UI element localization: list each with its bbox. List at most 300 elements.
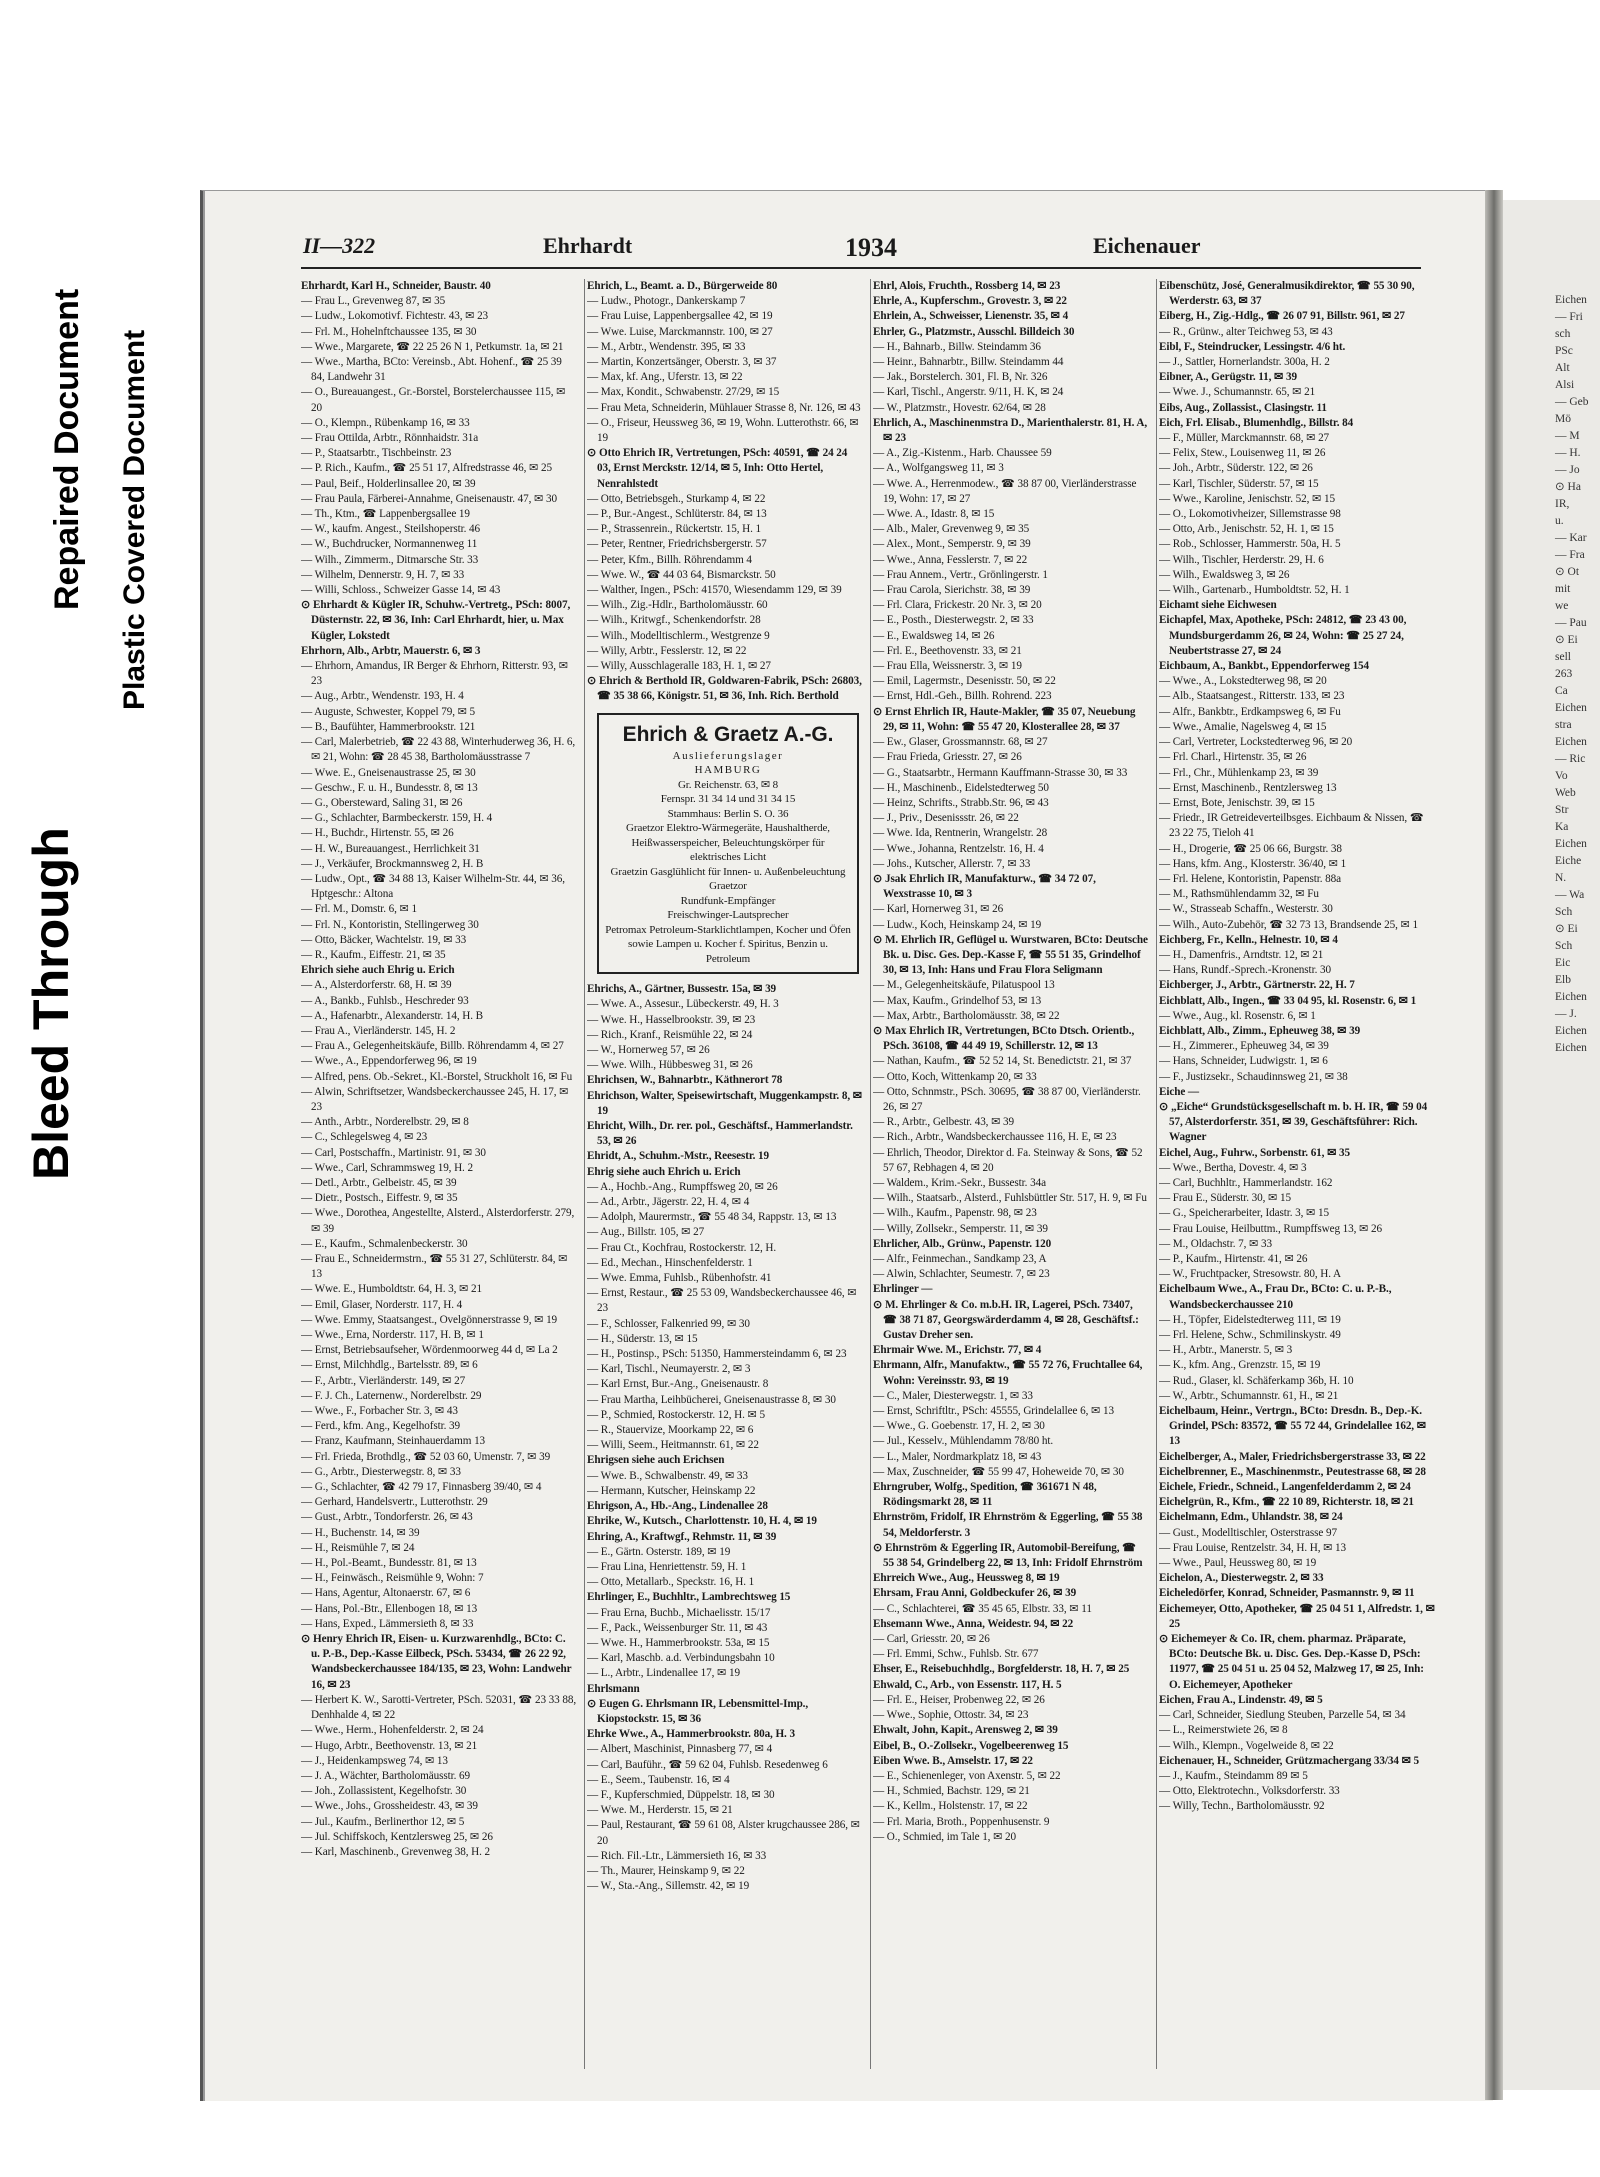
directory-entry: — Ludw., Opt., ☎ 34 88 13, Kaiser Wilhelm-Str. 44, ✉ 36, Hptgeschr.: Altona — [301, 872, 565, 901]
directory-entry: — Wwe. A., Herrenmodew., ☎ 38 87 00, Vierländerstrasse 19, Wohn: 17, ✉ 27 — [873, 477, 1137, 505]
directory-entry: — Ehrhorn, Amandus, IR Berger & Ehrhorn, Ritterstr. 93, ✉ 23 — [301, 660, 568, 688]
directory-entry: — H., Arbtr., Manerstr. 5, ✉ 3 — [1159, 1344, 1293, 1357]
directory-entry: — Rud., Glaser, kl. Schäferkamp 36b, H. 10 — [1159, 1374, 1354, 1387]
directory-entry: Eiben Wwe. B., Amselstr. 17, ✉ 22 — [873, 1754, 1033, 1767]
directory-entry: — H., Buchenstr. 14, ✉ 39 — [301, 1526, 420, 1539]
directory-entry: Ehrl, Alois, Fruchth., Rossberg 14, ✉ 23 — [873, 280, 1061, 292]
directory-entry: Ehwalt, John, Kapit., Arensweg 2, ✉ 39 — [873, 1724, 1058, 1737]
adjacent-fragment: — Fri — [1555, 311, 1583, 323]
directory-entry: — Alfr., Bankbtr., Erdkampsweg 6, ✉ Fu — [1159, 705, 1341, 718]
directory-entry: — Wilhelm, Dennerstr. 9, H. 7, ✉ 33 — [301, 568, 465, 581]
directory-entry: — M., Arbtr., Wendenstr. 395, ✉ 33 — [587, 340, 746, 353]
directory-entry: — Paul, Beif., Holderlinsallee 20, ✉ 39 — [301, 477, 476, 490]
directory-entry: — W., kaufm. Angest., Steilshoperstr. 46 — [301, 523, 481, 536]
directory-entry: — L., Maler, Nordmarkplatz 18, ✉ 43 — [873, 1450, 1042, 1463]
directory-entry: Eibenschütz, José, Generalmusikdirektor, ☎ 55 30 90, Werderstr. 63, ✉ 37 — [1159, 280, 1415, 308]
directory-entry: — Willy, Techn., Bartholomäusstr. 92 — [1159, 1800, 1325, 1813]
directory-entry: — Alwin, Schlachter, Seumestr. 7, ✉ 23 — [873, 1268, 1050, 1281]
directory-entry: Ehrlsmann — [587, 1682, 640, 1695]
directory-entry: — Frau Lina, Henriettenstr. 59, H. 1 — [587, 1560, 747, 1573]
directory-entry: — H., Schmied, Bachstr. 129, ✉ 21 — [873, 1785, 1030, 1798]
directory-entry: — J., Kaufm., Steindamm 89 ✉ 5 — [1159, 1769, 1308, 1782]
directory-entry: — Karl, Tischl., Neumayerstr. 2, ✉ 3 — [587, 1363, 751, 1376]
directory-entry: — Frau E., Süderstr. 30, ✉ 15 — [1159, 1192, 1292, 1205]
directory-entry: Ehrigsen siehe auch Erichsen — [587, 1454, 725, 1467]
directory-entry: — Frau Erna, Buchb., Michaelisstr. 15/17 — [587, 1606, 771, 1619]
directory-entry: Ehwald, C., Arb., von Essenstr. 117, H. 5 — [873, 1678, 1062, 1691]
header-first-entry: Ehrhardt — [543, 233, 633, 258]
directory-entry: — Wwe., Paul, Heussweg 80, ✉ 19 — [1159, 1557, 1317, 1570]
directory-entry: — Frau Ottilda, Arbtr., Rönnhaidstr. 31a — [301, 432, 479, 445]
directory-entry: ⊙ „Eiche“ Grundstücksgesellschaft m. b. H. IR, ☎ 59 04 57, Alsterdorferstr. 351, ✉ 39, Geschäftsführer: Rich. Wagner — [1159, 1100, 1428, 1144]
directory-entry: Ehrhardt, Karl H., Schneider, Baustr. 40 — [301, 280, 491, 292]
directory-entry: — Frau L., Grevenweg 87, ✉ 35 — [301, 295, 446, 308]
directory-entry: — Rich., Arbtr., Wandsbeckerchaussee 116, H. E, ✉ 23 — [873, 1131, 1117, 1144]
adjacent-fragment: Ka — [1555, 821, 1569, 833]
directory-entry: — Frau Meta, Schneiderin, Mühlauer Strasse 8, Nr. 126, ✉ 43 — [587, 401, 861, 414]
directory-entry: — A., Zig.-Kistenm., Harb. Chaussee 59 — [873, 447, 1052, 460]
directory-entry: — G., Obersteward, Saling 31, ✉ 26 — [301, 796, 463, 809]
directory-entry: — Wwe. B., Schwalbenstr. 49, ✉ 33 — [587, 1469, 748, 1482]
directory-entry: ⊙ Eichemeyer & Co. IR, chem. pharmaz. Präparate, BCto: Deutsche Bk. u. Disc. Ges. Dep.-Kasse D, PSch: 11977, ☎ 25 04 51 u. 25 04 52, Malzweg 17, ✉ 25, Inh: O. Eichemeyer, Apotheker — [1159, 1633, 1424, 1691]
directory-entry: Ehrhorn, Alb., Arbtr, Mauerstr. 6, ✉ 3 — [301, 644, 481, 657]
directory-entry: — Carl, Schneider, Siedlung Steuben, Parzelle 54, ✉ 34 — [1159, 1709, 1406, 1722]
directory-entry: — Karl, Maschb. a.d. Verbindungsbahn 10 — [587, 1652, 775, 1665]
directory-entry: Ehrlinger, E., Buchhltr., Lambrechtsweg 15 — [587, 1591, 791, 1604]
directory-entry: — Joh., Zollassistent, Kegelhofstr. 30 — [301, 1785, 467, 1798]
directory-entry: — Rob., Schlosser, Hammerstr. 50a, H. 5 — [1159, 538, 1341, 551]
directory-entry: — Peter, Rentner, Friedrichsbergerstr. 57 — [587, 538, 767, 551]
directory-entry: — L., Reimerstwiete 26, ✉ 8 — [1159, 1724, 1288, 1737]
directory-entry: Eichamt siehe Eichwesen — [1159, 599, 1277, 612]
directory-entry: — A., Hochb.-Ang., Rumpffsweg 20, ✉ 26 — [587, 1180, 778, 1193]
directory-entry: — Wwe., Carl, Schrammsweg 19, H. 2 — [301, 1161, 473, 1174]
directory-entry: — J. A., Wächter, Bartholomäusstr. 69 — [301, 1769, 471, 1782]
advertisement-line: Graetzor Elektro-Wärmegeräte, Haushaltherde, Heißwasserspeicher, Beleuchtungskörper für elektrisches Licht — [626, 822, 830, 864]
adjacent-fragment: ⊙ Ot — [1555, 566, 1580, 578]
directory-entry: — R., Grünw., alter Teichweg 53, ✉ 43 — [1159, 325, 1333, 338]
directory-entry: — G., Staatsarbtr., Hermann Kauffmann-Strasse 30, ✉ 33 — [873, 766, 1128, 779]
directory-entry: — Hermann, Kutscher, Heinskamp 22 — [587, 1484, 756, 1497]
directory-entry: — Ernst, Bote, Jenischstr. 39, ✉ 15 — [1159, 796, 1315, 809]
directory-entry: — Wwe. E., Humboldtstr. 64, H. 3, ✉ 21 — [301, 1283, 482, 1296]
directory-entry: — K., Kellm., Holstenstr. 17, ✉ 22 — [873, 1800, 1028, 1813]
directory-entry: Eichblatt, Alb., Zimm., Epheuweg 38, ✉ 39 — [1159, 1024, 1361, 1037]
directory-entry: — A., Wolfgangsweg 11, ✉ 3 — [873, 462, 1004, 475]
column-3 — [873, 279, 1149, 2069]
directory-entry: Eichemeyer, Otto, Apotheker, ☎ 25 04 51 1, Alfredstr. 1, ✉ 25 — [1159, 1602, 1435, 1630]
advertisement-line: Stammhaus: Berlin S. O. 36 — [667, 807, 789, 820]
directory-entry: — G., Schlachter, Barmbeckerstr. 159, H. 4 — [301, 812, 493, 825]
directory-entry: — Carl, Griesstr. 20, ✉ 26 — [873, 1633, 990, 1646]
directory-entry: — W., Hornerweg 57, ✉ 26 — [587, 1044, 710, 1056]
directory-entry: — Wwe. H., Hasselbrookstr. 39, ✉ 23 — [587, 1013, 756, 1026]
directory-entry: Ehrichsen, W., Bahnarbtr., Käthnerort 78 — [587, 1074, 783, 1087]
directory-entry: — Carl, Vertreter, Lockstedterweg 96, ✉ 20 — [1159, 736, 1353, 749]
directory-entry: — H., Drogerie, ☎ 25 06 66, Burgstr. 38 — [1159, 842, 1342, 855]
directory-entry: — C., Schlachterei, ☎ 35 45 65, Elbstr. 33, ✉ 11 — [873, 1602, 1092, 1615]
directory-entry: — Alwin, Schriftsetzer, Wandsbeckerchaussee 245, H. 17, ✉ 23 — [301, 1085, 569, 1113]
directory-entry: Ehrike, W., Kutsch., Charlottenstr. 10, H. 4, ✉ 19 — [587, 1515, 817, 1528]
page-number: II—322 — [303, 233, 376, 258]
adjacent-fragment: sell — [1555, 651, 1571, 663]
directory-entry: — F., Kupferschmied, Düppelstr. 18, ✉ 30 — [587, 1788, 775, 1801]
directory-entry: — F., Pack., Weissenburger Str. 11, ✉ 43 — [587, 1621, 768, 1634]
adjacent-fragment: 263 — [1555, 668, 1573, 680]
directory-entry: — Franz, Kaufmann, Steinhauerdamm 13 — [301, 1435, 486, 1448]
directory-entry: — F., Schlosser, Falkenried 99, ✉ 30 — [587, 1317, 750, 1330]
advertisement-line: Freischwinger-Lautsprecher — [667, 909, 789, 922]
directory-entry: — E., Schienenleger, von Axenstr. 5, ✉ 22 — [873, 1769, 1061, 1782]
adjacent-fragment: Alt — [1555, 362, 1570, 374]
directory-entry: — Wwe., Dorothea, Angestellte, Alsterd., Alsterdorferstr. 279, ✉ 39 — [301, 1207, 575, 1235]
directory-entry: Eich, Frl. Elisab., Blumenhdlg., Billstr. 84 — [1159, 416, 1354, 429]
directory-entry: — E., Kaufm., Schmalenbeckerstr. 30 — [301, 1237, 468, 1250]
directory-entry: — O., Friseur, Heussweg 36, ✉ 19, Wohn. Lutterothstr. 66, ✉ 19 — [587, 416, 859, 445]
directory-entry: Eichele, Friedr., Schneid., Langenfelderdamm 2, ✉ 24 — [1159, 1481, 1411, 1494]
directory-entry: ⊙ Henry Ehrich IR, Eisen- u. Kurzwarenhdlg., BCto: C. u. P.-B., Dep.-Kasse Eilbeck, PSch. 53434, ☎ 26 22 92, Wandsbeckerchaussee 184/135, ✉ 23, Wohn: Landwehr 16, ✉ 23 — [301, 1633, 572, 1691]
directory-entry: — Wwe., Johanna, Rentzelstr. 16, H. 4 — [873, 842, 1044, 855]
adjacent-fragment: Mö — [1555, 413, 1571, 425]
directory-entry: — Emil, Lagermstr., Desenisstr. 50, ✉ 22 — [873, 675, 1056, 688]
directory-entry: — Frau A., Gelegenheitskäufe, Billb. Röhrendamm 4, ✉ 27 — [301, 1040, 564, 1053]
directory-entry: — F., Justizsekr., Schaudinnsweg 21, ✉ 38 — [1159, 1070, 1348, 1083]
directory-entry: — Wwe., F., Forbacher Str. 3, ✉ 43 — [301, 1405, 458, 1418]
directory-entry: — Wwe. M., Herderstr. 15, ✉ 21 — [587, 1804, 733, 1817]
directory-entry: — Wwe. W., ☎ 44 03 64, Bismarckstr. 50 — [587, 568, 776, 581]
directory-entry: — W., Buchdrucker, Normannenweg 11 — [301, 538, 478, 551]
directory-entry: — Wwe., Herm., Hohenfelderstr. 2, ✉ 24 — [301, 1724, 484, 1737]
directory-entry: — Max, Zuschneider, ☎ 55 99 47, Hoheweide 70, ✉ 30 — [873, 1465, 1124, 1478]
directory-entry: — Wwe., Johs., Grossheidestr. 43, ✉ 39 — [301, 1800, 478, 1813]
directory-entry: — Jul., Kaufm., Berlinerthor 12, ✉ 5 — [301, 1815, 465, 1828]
plastic-covered-label: Plastic Covered Document — [118, 329, 151, 710]
directory-entry: — Frau Ct., Kochfrau, Rostockerstr. 12, H. — [587, 1241, 777, 1254]
directory-entry: Ehrlich, A., Maschinenmstra D., Marienthalerstr. 81, H. A, ✉ 23 — [873, 416, 1148, 445]
directory-entry: — Ernst, Schriftltr., PSch: 45555, Grindelallee 6, ✉ 13 — [873, 1405, 1114, 1418]
directory-entry: — Wilh., Modelltischlerm., Westgrenze 9 — [587, 629, 770, 642]
advertisement-subtitle: Auslieferungslager — [672, 749, 784, 762]
directory-entry: — Detl., Arbtr., Gelbeistr. 45, ✉ 39 — [301, 1176, 457, 1189]
directory-entry: — Ludw., Koch, Heinskamp 24, ✉ 19 — [873, 918, 1042, 931]
directory-entry: — Wwe. E., Gneisenaustrasse 25, ✉ 30 — [301, 766, 476, 779]
directory-entry: — Otto, Elektrotechn., Volksdorferstr. 33 — [1159, 1785, 1340, 1798]
header-rule — [301, 267, 1421, 269]
adjacent-fragment: mit — [1555, 583, 1571, 595]
directory-entry: — A., Bankb., Fuhlsb., Heschreder 93 — [301, 994, 469, 1007]
directory-entry: — Ernst, Restaur., ☎ 25 53 09, Wandsbeckerchaussee 46, ✉ 23 — [587, 1287, 857, 1315]
directory-entry: — H., Bahnarb., Billw. Steindamm 36 — [873, 340, 1041, 353]
directory-entry: — J., Verkäufer, Brockmannsweg 2, H. B — [301, 857, 484, 870]
directory-entry: — Aug., Arbtr., Wendenstr. 193, H. 4 — [301, 690, 464, 703]
adjacent-fragment: Vo — [1555, 770, 1568, 782]
directory-entry: — Emil, Glaser, Norderstr. 117, H. 4 — [301, 1298, 463, 1311]
adjacent-fragment: — J. — [1555, 1008, 1577, 1020]
directory-entry: — Willy, Arbtr., Fesslerstr. 12, ✉ 22 — [587, 644, 747, 657]
advertisement-title: Ehrich & Graetz A.-G. — [622, 722, 834, 746]
header-last-entry: Eichenauer — [1093, 233, 1201, 258]
adjacent-page-edge — [1503, 200, 1600, 2090]
directory-entry: — Willi, Seem., Heitmannstr. 61, ✉ 22 — [587, 1439, 759, 1452]
adjacent-fragment: N. — [1555, 872, 1567, 884]
adjacent-fragment: — M — [1555, 430, 1580, 442]
adjacent-fragment: — Pau — [1555, 617, 1587, 629]
adjacent-fragment: — Jo — [1555, 464, 1580, 476]
directory-entry: Eichel, Aug., Fuhrw., Sorbenstr. 61, ✉ 35 — [1159, 1146, 1351, 1159]
directory-entry: — M., Gelegenheitskäufe, Pilatuspool 13 — [873, 979, 1055, 992]
directory-entry: — Wwe., A., Lokstedterweg 98, ✉ 20 — [1159, 675, 1327, 688]
directory-entry: Ehrngruber, Wolfg., Spedition, ☎ 361671 N 48, Rödingsmarkt 28, ✉ 11 — [873, 1481, 1097, 1509]
directory-entry: — Nathan, Kaufm., ☎ 52 52 14, St. Benedictstr. 21, ✉ 37 — [873, 1055, 1132, 1068]
directory-entry: — Otto, Bäcker, Wachtelstr. 19, ✉ 33 — [301, 933, 467, 946]
adjacent-fragment: ⊙ Ei — [1555, 634, 1578, 646]
directory-entry: — Wwe. H., Hammerbrookstr. 53a, ✉ 15 — [587, 1636, 770, 1649]
directory-entry: Eichelbaum, Heinr., Vertrgn., BCto: Dresdn. B., Dep.-K. Grindel, PSch: 83572, ☎ 55 72 44, Grindelallee 162, ✉ 13 — [1159, 1405, 1426, 1448]
directory-entry: — Wwe. Wilh., Hübbesweg 31, ✉ 26 — [587, 1059, 753, 1072]
directory-entry: — R., Stauervize, Moorkamp 22, ✉ 6 — [587, 1424, 754, 1437]
directory-entry: Eichelbaum Wwe., A., Frau Dr., BCto: C. u. P.-B., Wandsbeckerchaussee 210 — [1159, 1283, 1392, 1311]
directory-entry: — Th., Maurer, Heinskamp 9, ✉ 22 — [587, 1864, 745, 1877]
directory-entry: — H. W., Bureauangest., Herrlichkeit 31 — [301, 842, 480, 855]
directory-entry: — Wwe. A., Idastr. 8, ✉ 15 — [873, 508, 995, 521]
directory-entry: Eichen, Frau A., Lindenstr. 49, ✉ 5 — [1159, 1693, 1323, 1706]
directory-entry: Eicheledörfer, Konrad, Schneider, Pasmannstr. 9, ✉ 11 — [1159, 1587, 1415, 1600]
directory-entry: Eichelberger, A., Maler, Friedrichsbergerstrasse 33, ✉ 22 — [1159, 1450, 1426, 1463]
directory-entry: — Ed., Mechan., Hinschenfelderstr. 1 — [587, 1256, 753, 1269]
directory-entry: — Wilh., Auto-Zubehör, ☎ 32 73 13, Brandsende 25, ✉ 1 — [1159, 918, 1418, 931]
directory-entry: — Rich., Kranf., Reismühle 22, ✉ 24 — [587, 1028, 753, 1041]
directory-entry: — Hugo, Arbtr., Beethovenstr. 13, ✉ 21 — [301, 1739, 478, 1752]
directory-entry: — W., Sta.-Ang., Sillemstr. 42, ✉ 19 — [587, 1880, 750, 1893]
directory-entry: — A., Hafenarbtr., Alexanderstr. 14, H. B — [301, 1009, 484, 1022]
directory-entry: — Jak., Borstelerch. 301, Fl. B, Nr. 326 — [873, 371, 1048, 384]
directory-entry: — K., kfm. Ang., Grenzstr. 15, ✉ 19 — [1159, 1359, 1321, 1372]
directory-entry: — Wwe., Margarete, ☎ 22 25 26 N 1, Petkumstr. 1a, ✉ 21 — [301, 340, 564, 353]
directory-entry: — Wwe. Ida, Rentnerin, Wrangelstr. 28 — [873, 827, 1048, 840]
directory-entry: — Wilh., Zig.-Hdlr., Bartholomäusstr. 60 — [587, 599, 768, 612]
directory-entry: — F., Arbtr., Vierländerstr. 149, ✉ 27 — [301, 1374, 466, 1387]
directory-entry: — Auguste, Schwester, Koppel 79, ✉ 5 — [301, 705, 476, 718]
directory-entry: — Wilh., Klempn., Vogelweide 8, ✉ 22 — [1159, 1739, 1334, 1752]
adjacent-fragment: ⊙ Ha — [1555, 481, 1581, 493]
directory-entry: — Wwe., Anna, Fesslerstr. 7, ✉ 22 — [873, 553, 1028, 566]
directory-entry: Eibl, F., Steindrucker, Lessingstr. 4/6 ht. — [1159, 340, 1346, 353]
directory-entry: — Wwe., Karoline, Jenischstr. 52, ✉ 15 — [1159, 492, 1335, 505]
advertisement-box — [597, 713, 859, 975]
adjacent-fragment: Alsi — [1555, 379, 1575, 391]
adjacent-fragment: Eichen — [1555, 991, 1587, 1003]
directory-entry: — P., Schmied, Rostockerstr. 12, H. ✉ 5 — [587, 1408, 765, 1421]
directory-entry: — H., Buchdr., Hirtenstr. 55, ✉ 26 — [301, 827, 454, 840]
directory-entry: — R., Arbtr., Gelbestr. 43, ✉ 39 — [873, 1116, 1015, 1129]
directory-entry: — Karl, Tischl., Angerstr. 9/11, H. K, ✉ 24 — [873, 386, 1064, 399]
directory-entry: — Frau Ella, Weissnerstr. 3, ✉ 19 — [873, 660, 1022, 673]
advertisement-line: Petromax Petroleum-Starklichtlampen, Kocher und Öfen sowie Lampen u. Kocher f. Spiritus, Benzin u. Petroleum — [605, 923, 851, 965]
directory-entry: Eibel, B., O.-Zollsekr., Vogelbeerenweg 15 — [873, 1739, 1069, 1752]
adjacent-fragment: stra — [1555, 719, 1572, 731]
directory-entry: Ehricht, Wilh., Dr. rer. pol., Geschäftsf., Hammerlandstr. 53, ✉ 26 — [587, 1120, 853, 1148]
directory-entry: — Frl. Helene, Kontoristin, Papenstr. 88a — [1159, 872, 1342, 885]
directory-entry: — Otto, Arb., Jenischstr. 52, H. 1, ✉ 15 — [1159, 523, 1334, 536]
directory-entry: — Joh., Arbtr., Süderstr. 122, ✉ 26 — [1159, 462, 1313, 475]
directory-entry: — Frau Frieda, Griesstr. 27, ✉ 26 — [873, 751, 1022, 764]
directory-entry: — Carl, Bauführ., ☎ 59 62 04, Fuhlsb. Resedenweg 6 — [587, 1758, 828, 1771]
directory-entry: — A., Alsterdorferstr. 68, H. ✉ 39 — [301, 979, 452, 992]
directory-entry: — Geschw., F. u. H., Bundesstr. 8, ✉ 13 — [301, 781, 478, 794]
directory-entry: — Gerhard, Handelsvertr., Lutterothstr. 29 — [301, 1496, 488, 1509]
column-4 — [1159, 279, 1435, 2069]
directory-entry: — Carl, Buchhltr., Hammerlandstr. 162 — [1159, 1176, 1333, 1189]
directory-entry: Ehrmann, Alfr., Manufaktw., ☎ 55 72 76, Fruchtallee 64, Wohn: Vereinsstr. 93, ✉ 19 — [873, 1359, 1143, 1387]
advertisement-city: HAMBURG — [694, 764, 762, 777]
adjacent-fragment: — H. — [1555, 447, 1581, 459]
directory-entry: — Wilh., Gartenarb., Humboldtstr. 52, H. 1 — [1159, 584, 1350, 597]
adjacent-fragment: — Kar — [1555, 532, 1587, 544]
directory-entry: — P., Strassenrein., Rückertstr. 15, H. 1 — [587, 523, 761, 536]
directory-entry: — F. J. Ch., Laternenw., Norderelbstr. 29 — [301, 1389, 482, 1402]
directory-entry: Eibner, A., Gerügstr. 11, ✉ 39 — [1159, 371, 1297, 384]
directory-entry: — Hans, Exped., Lämmersieth 8, ✉ 33 — [301, 1617, 474, 1630]
column-2 — [587, 279, 863, 2069]
directory-entry: — P., Kaufm., Hirtenstr. 41, ✉ 26 — [1159, 1253, 1308, 1265]
directory-entry: ⊙ Ehrich & Berthold IR, Goldwaren-Fabrik, PSch: 26803, ☎ 35 38 66, Königstr. 51, ✉ 36, Inh. Rich. Berthold — [587, 675, 862, 703]
directory-entry: — Anth., Arbtr., Norderelbstr. 29, ✉ 8 — [301, 1116, 469, 1129]
directory-entry: — L., Arbtr., Lindenallee 17, ✉ 19 — [587, 1667, 740, 1680]
directory-entry: — Wwe., G. Goebenstr. 17, H. 2, ✉ 30 — [873, 1420, 1045, 1433]
directory-entry: — Frl. N., Kontoristin, Stellingerweg 30 — [301, 918, 479, 931]
directory-entry: — Ludw., Photogr., Dankerskamp 7 — [587, 295, 746, 308]
directory-entry: Ehsemann Wwe., Anna, Weidestr. 94, ✉ 22 — [873, 1617, 1074, 1630]
directory-entry: ⊙ Ehrhardt & Kügler IR, Schuhw.-Vertretg., PSch: 8007, Düsternstr. 22, ✉ 36, Inh: Carl Ehrhardt, hier, u. Max Kügler, Lokstedt — [301, 599, 571, 642]
directory-entry: ⊙ Jsak Ehrlich IR, Manufakturw., ☎ 34 72 07, Wexstrasse 10, ✉ 3 — [873, 872, 1096, 901]
directory-entry: — Waldem., Krim.-Sekr., Bussestr. 34a — [873, 1176, 1046, 1189]
adjacent-fragment: IR, — [1555, 498, 1570, 510]
directory-entry: — H., Reismühle 7, ✉ 24 — [301, 1541, 415, 1554]
directory-entry: — M., Oldachstr. 7, ✉ 33 — [1159, 1237, 1272, 1250]
directory-entry: Ehrichson, Walter, Speisewirtschaft, Muggenkampstr. 8, ✉ 19 — [587, 1089, 862, 1117]
directory-entry: — Carl, Postschaffn., Martinistr. 91, ✉ 30 — [301, 1146, 486, 1159]
directory-entry: — Wwe., Erna, Norderstr. 117, H. B, ✉ 1 — [301, 1329, 484, 1342]
adjacent-fragment: Eichen — [1555, 702, 1587, 714]
directory-entry: — Gust., Modelltischler, Osterstrasse 97 — [1159, 1526, 1337, 1539]
directory-entry: — Martin, Konzertsänger, Oberstr. 3, ✉ 37 — [587, 356, 777, 369]
directory-entry: ⊙ Max Ehrlich IR, Vertretungen, BCto Dtsch. Orientb., PSch. 36108, ☎ 44 49 19, Schillerstr. 12, ✉ 13 — [873, 1024, 1135, 1053]
adjacent-fragment: Eichen — [1555, 838, 1587, 850]
adjacent-fragment: — Wa — [1555, 889, 1585, 901]
directory-entry: — Frl. E., Beethovenstr. 33, ✉ 21 — [873, 644, 1022, 657]
directory-entry: — Frau Luise, Lappenbergsallee 42, ✉ 19 — [587, 310, 773, 323]
directory-entry: — Frl. Emmi, Schw., Fuhlsb. Str. 677 — [873, 1648, 1039, 1661]
adjacent-page-fragments — [1503, 292, 1600, 1057]
directory-entry: Eichenauer, H., Schneider, Grützmachergang 33/34 ✉ 5 — [1159, 1754, 1420, 1767]
adjacent-fragment: Sch — [1555, 906, 1573, 918]
adjacent-fragment: we — [1555, 600, 1569, 612]
directory-entry: Eichapfel, Max, Apotheke, PSch: 24812, ☎ 23 43 00, Mundsburgerdamm 26, ✉ 24, Wohn: ☎ 25 27 24, Neubertstrasse 27, ✉ 24 — [1159, 614, 1407, 657]
directory-entry: — Wwe. Emmy, Staatsangest., Ovelgönnerstrasse 9, ✉ 19 — [301, 1313, 558, 1326]
column-1 — [301, 279, 577, 2069]
directory-entry: Ehrigson, A., Hb.-Ang., Lindenallee 28 — [587, 1500, 768, 1513]
directory-entry: — H., Maschinenb., Eidelstedterweg 50 — [873, 781, 1049, 794]
directory-entry: — Paul, Restaurant, ☎ 59 61 08, Alster krugchaussee 286, ✉ 20 — [587, 1819, 860, 1847]
directory-entry: — Jul., Kesselv., Mühlendamm 78/80 ht. — [873, 1435, 1054, 1448]
adjacent-fragment: PSc — [1555, 345, 1573, 357]
adjacent-fragment: Eichen — [1555, 1025, 1587, 1037]
directory-entry: — Otto, Betriebsgeh., Sturkamp 4, ✉ 22 — [587, 492, 766, 505]
directory-entry: — Aug., Billstr. 105, ✉ 27 — [587, 1226, 705, 1239]
directory-entry: — Heinr., Bahnarbtr., Billw. Steindamm 44 — [873, 356, 1064, 369]
repaired-document-label: Repaired Document — [48, 288, 86, 610]
directory-entry: — Walther, Ingen., PSch: 41570, Wiesendamm 129, ✉ 39 — [587, 584, 842, 597]
adjacent-fragment: Eichen — [1555, 1042, 1587, 1054]
directory-entry: — Ad., Arbtr., Jägerstr. 22, H. 4, ✉ 4 — [587, 1196, 750, 1209]
directory-entry: — Otto, Koch, Wittenkamp 20, ✉ 33 — [873, 1070, 1037, 1083]
directory-entry: Eichelmann, Edm., Uhlandstr. 38, ✉ 24 — [1159, 1511, 1343, 1524]
directory-entry: — Ernst, Hdl.-Geh., Billh. Rohrend. 223 — [873, 690, 1052, 703]
directory-entry: — G., Speicherarbeiter, Idastr. 3, ✉ 15 — [1159, 1207, 1329, 1220]
directory-entry: — Willy, Ausschlageralle 183, H. 1, ✉ 27 — [587, 660, 771, 673]
directory-entry: — Th., Ktm., ☎ Lappenbergsallee 19 — [301, 508, 470, 521]
directory-entry: Eiberg, H., Zig.-Hdlg., ☎ 26 07 91, Billstr. 961, ✉ 27 — [1159, 310, 1405, 323]
adjacent-fragment: Sch — [1555, 940, 1573, 952]
adjacent-fragment: u. — [1555, 515, 1564, 527]
directory-entry: — Ludw., Lokomotivf. Fichtestr. 43, ✉ 23 — [301, 310, 489, 323]
adjacent-fragment: Eichen — [1555, 736, 1587, 748]
directory-entry: Ehrlicher, Alb., Grünw., Papenstr. 120 — [873, 1237, 1052, 1250]
directory-entry: — Friedr., IR Getreideverteilbsges. Eichbaum & Nissen, ☎ 23 22 75, Tieloh 41 — [1159, 812, 1424, 840]
directory-entry: Ehrlein, A., Schweisser, Lienenstr. 35, ✉ 4 — [873, 310, 1069, 323]
directory-entry: — Adolph, Maurermstr., ☎ 55 48 34, Rappstr. 13, ✉ 13 — [587, 1211, 837, 1224]
directory-entry: — Herbert K. W., Sarotti-Vertreter, PSch. 52031, ☎ 23 33 88, Denhhalde 4, ✉ 22 — [301, 1693, 577, 1722]
directory-entry: — Carl, Malerbetrieb, ☎ 22 43 88, Winterhuderweg 36, H. 6, ✉ 21, Wohn: ☎ 28 45 38, Bartholomäusstrasse 7 — [301, 736, 576, 764]
directory-entry: — O., Schmied, im Tale 1, ✉ 20 — [873, 1830, 1017, 1843]
directory-entry: — Karl, Hornerweg 31, ✉ 26 — [873, 903, 1004, 916]
adjacent-fragment: Eic — [1555, 957, 1571, 969]
page-header — [203, 233, 1493, 263]
directory-entry: — Gust., Arbtr., Tondorferstr. 26, ✉ 43 — [301, 1511, 473, 1524]
directory-entry: Ehrichs, A., Gärtner, Bussestr. 15a, ✉ 39 — [587, 983, 777, 996]
directory-entry: — Ernst, Milchhdlg., Bartelsstr. 89, ✉ 6 — [301, 1359, 478, 1372]
directory-entry: Eichbaum, A., Bankbt., Eppendorferweg 154 — [1159, 660, 1370, 673]
directory-entry: — Wilh., Kritwgf., Schenkendorfstr. 28 — [587, 614, 761, 627]
directory-entry: — Ernst, Betriebsaufseher, Wördenmoorweg 44 d, ✉ La 2 — [301, 1344, 558, 1357]
directory-entry: Eichelon, A., Diesterwegstr. 2, ✉ 33 — [1159, 1572, 1324, 1585]
adjacent-fragment: Elb — [1555, 974, 1571, 986]
directory-entry: Ehrich siehe auch Ehrig u. Erich — [301, 964, 455, 977]
directory-entry: Eichberg, Fr., Kelln., Helnestr. 10, ✉ 4 — [1159, 933, 1338, 946]
directory-entry: — Willy, Zollsekr., Semperstr. 11, ✉ 39 — [873, 1222, 1048, 1235]
directory-entry: — Alex., Mont., Semperstr. 9, ✉ 39 — [873, 538, 1031, 551]
directory-entry: — G., Arbtr., Diesterwegstr. 8, ✉ 33 — [301, 1465, 461, 1478]
directory-entry: — Max, Arbtr., Bartholomäusstr. 38, ✉ 22 — [873, 1009, 1060, 1022]
directory-entry: — Rich. Fil.-Ltr., Lämmersieth 16, ✉ 33 — [587, 1849, 767, 1862]
directory-entry: — Wwe. Luise, Marckmannstr. 100, ✉ 27 — [587, 325, 773, 338]
directory-entry: — H., Pol.-Beamt., Bundesstr. 81, ✉ 13 — [301, 1557, 477, 1570]
directory-entry: Ehrreich Wwe., Aug., Heussweg 8, ✉ 19 — [873, 1572, 1060, 1585]
directory-entry: Ehrich, L., Beamt. a. D., Bürgerweide 80 — [587, 280, 778, 292]
directory-entry: Eichelgrün, R., Kfm., ☎ 22 10 89, Richterstr. 18, ✉ 21 — [1159, 1496, 1414, 1509]
directory-entry: — O., Klempn., Rübenkamp 16, ✉ 33 — [301, 416, 470, 429]
directory-entry: — Wwe., Sophie, Ottostr. 34, ✉ 23 — [873, 1709, 1029, 1722]
directory-entry: — Frl. E., Heiser, Probenweg 22, ✉ 26 — [873, 1693, 1045, 1706]
advertisement-line: Graetzor — [709, 880, 747, 893]
directory-entry: — W., Strasseab Schaffn., Westerstr. 30 — [1159, 903, 1333, 916]
directory-entry: — O., Bureauangest., Gr.-Borstel, Borstelerchaussee 115, ✉ 20 — [301, 386, 566, 414]
directory-entry: — Frl. Helene, Schw., Schmilinskystr. 49 — [1159, 1329, 1341, 1342]
directory-entry: — H., Postinsp., PSch: 51350, Hammersteindamm 6, ✉ 23 — [587, 1348, 847, 1361]
adjacent-fragment: ⊙ Ei — [1555, 923, 1578, 935]
directory-entry: — Otto, Schnmstr., PSch. 30695, ☎ 38 87 00, Vierländerstr. 26, ✉ 27 — [873, 1085, 1141, 1113]
directory-entry: Ehrler, G., Platzmstr., Ausschl. Billdeich 30 — [873, 325, 1075, 338]
